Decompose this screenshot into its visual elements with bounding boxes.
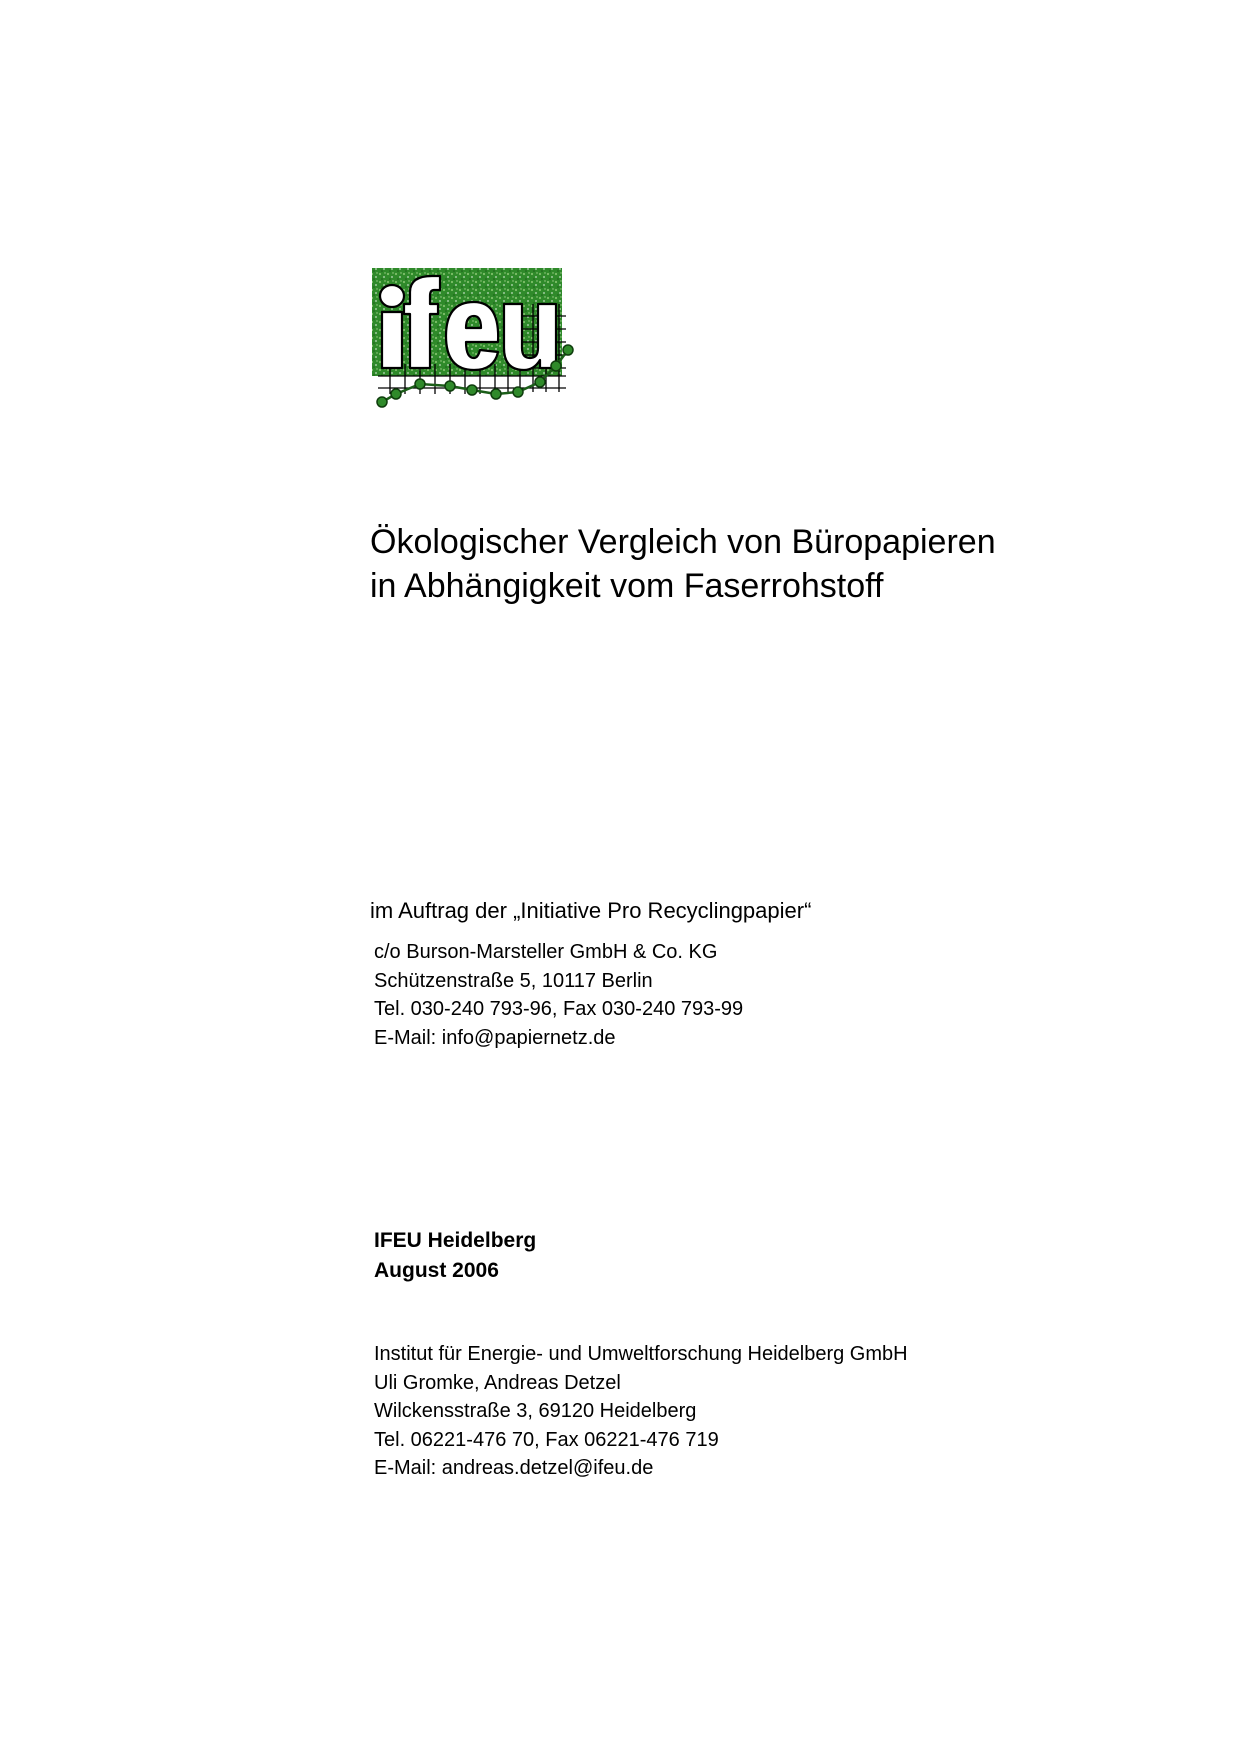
organization-name: IFEU Heidelberg bbox=[374, 1229, 537, 1252]
client-address bbox=[370, 938, 811, 1052]
institute-phone: Tel. 06221-476 70, Fax 06221-476 719 bbox=[374, 1428, 719, 1451]
document-title bbox=[370, 520, 996, 608]
organization-block bbox=[374, 1226, 536, 1286]
institute-name: Institut für Energie- und Umweltforschung Heidelberg GmbH bbox=[374, 1343, 908, 1365]
client-address-line: c/o Burson-Marsteller GmbH & Co. KG bbox=[374, 941, 718, 963]
institute-address: Wilckensstraße 3, 69120 Heidelberg bbox=[374, 1400, 697, 1422]
client-email: E-Mail: info@papiernetz.de bbox=[374, 1026, 616, 1049]
client-intro: im Auftrag der „Initiative Pro Recyclingpapier“ bbox=[370, 898, 812, 923]
ifeu-logo bbox=[370, 264, 600, 414]
client-block bbox=[370, 896, 811, 1052]
institute-email: E-Mail: andreas.detzel@ifeu.de bbox=[374, 1457, 654, 1479]
publication-date: August 2006 bbox=[374, 1259, 499, 1282]
institute-authors: Uli Gromke, Andreas Detzel bbox=[374, 1371, 621, 1394]
institute-block bbox=[374, 1340, 908, 1483]
title-line-1: Ökologischer Vergleich von Büropapieren bbox=[370, 523, 996, 561]
client-address-line: Tel. 030-240 793-96, Fax 030-240 793-99 bbox=[374, 998, 744, 1020]
client-address-line: Schützenstraße 5, 10117 Berlin bbox=[374, 969, 653, 992]
title-line-2: in Abhängigkeit vom Faserrohstoff bbox=[370, 567, 884, 605]
